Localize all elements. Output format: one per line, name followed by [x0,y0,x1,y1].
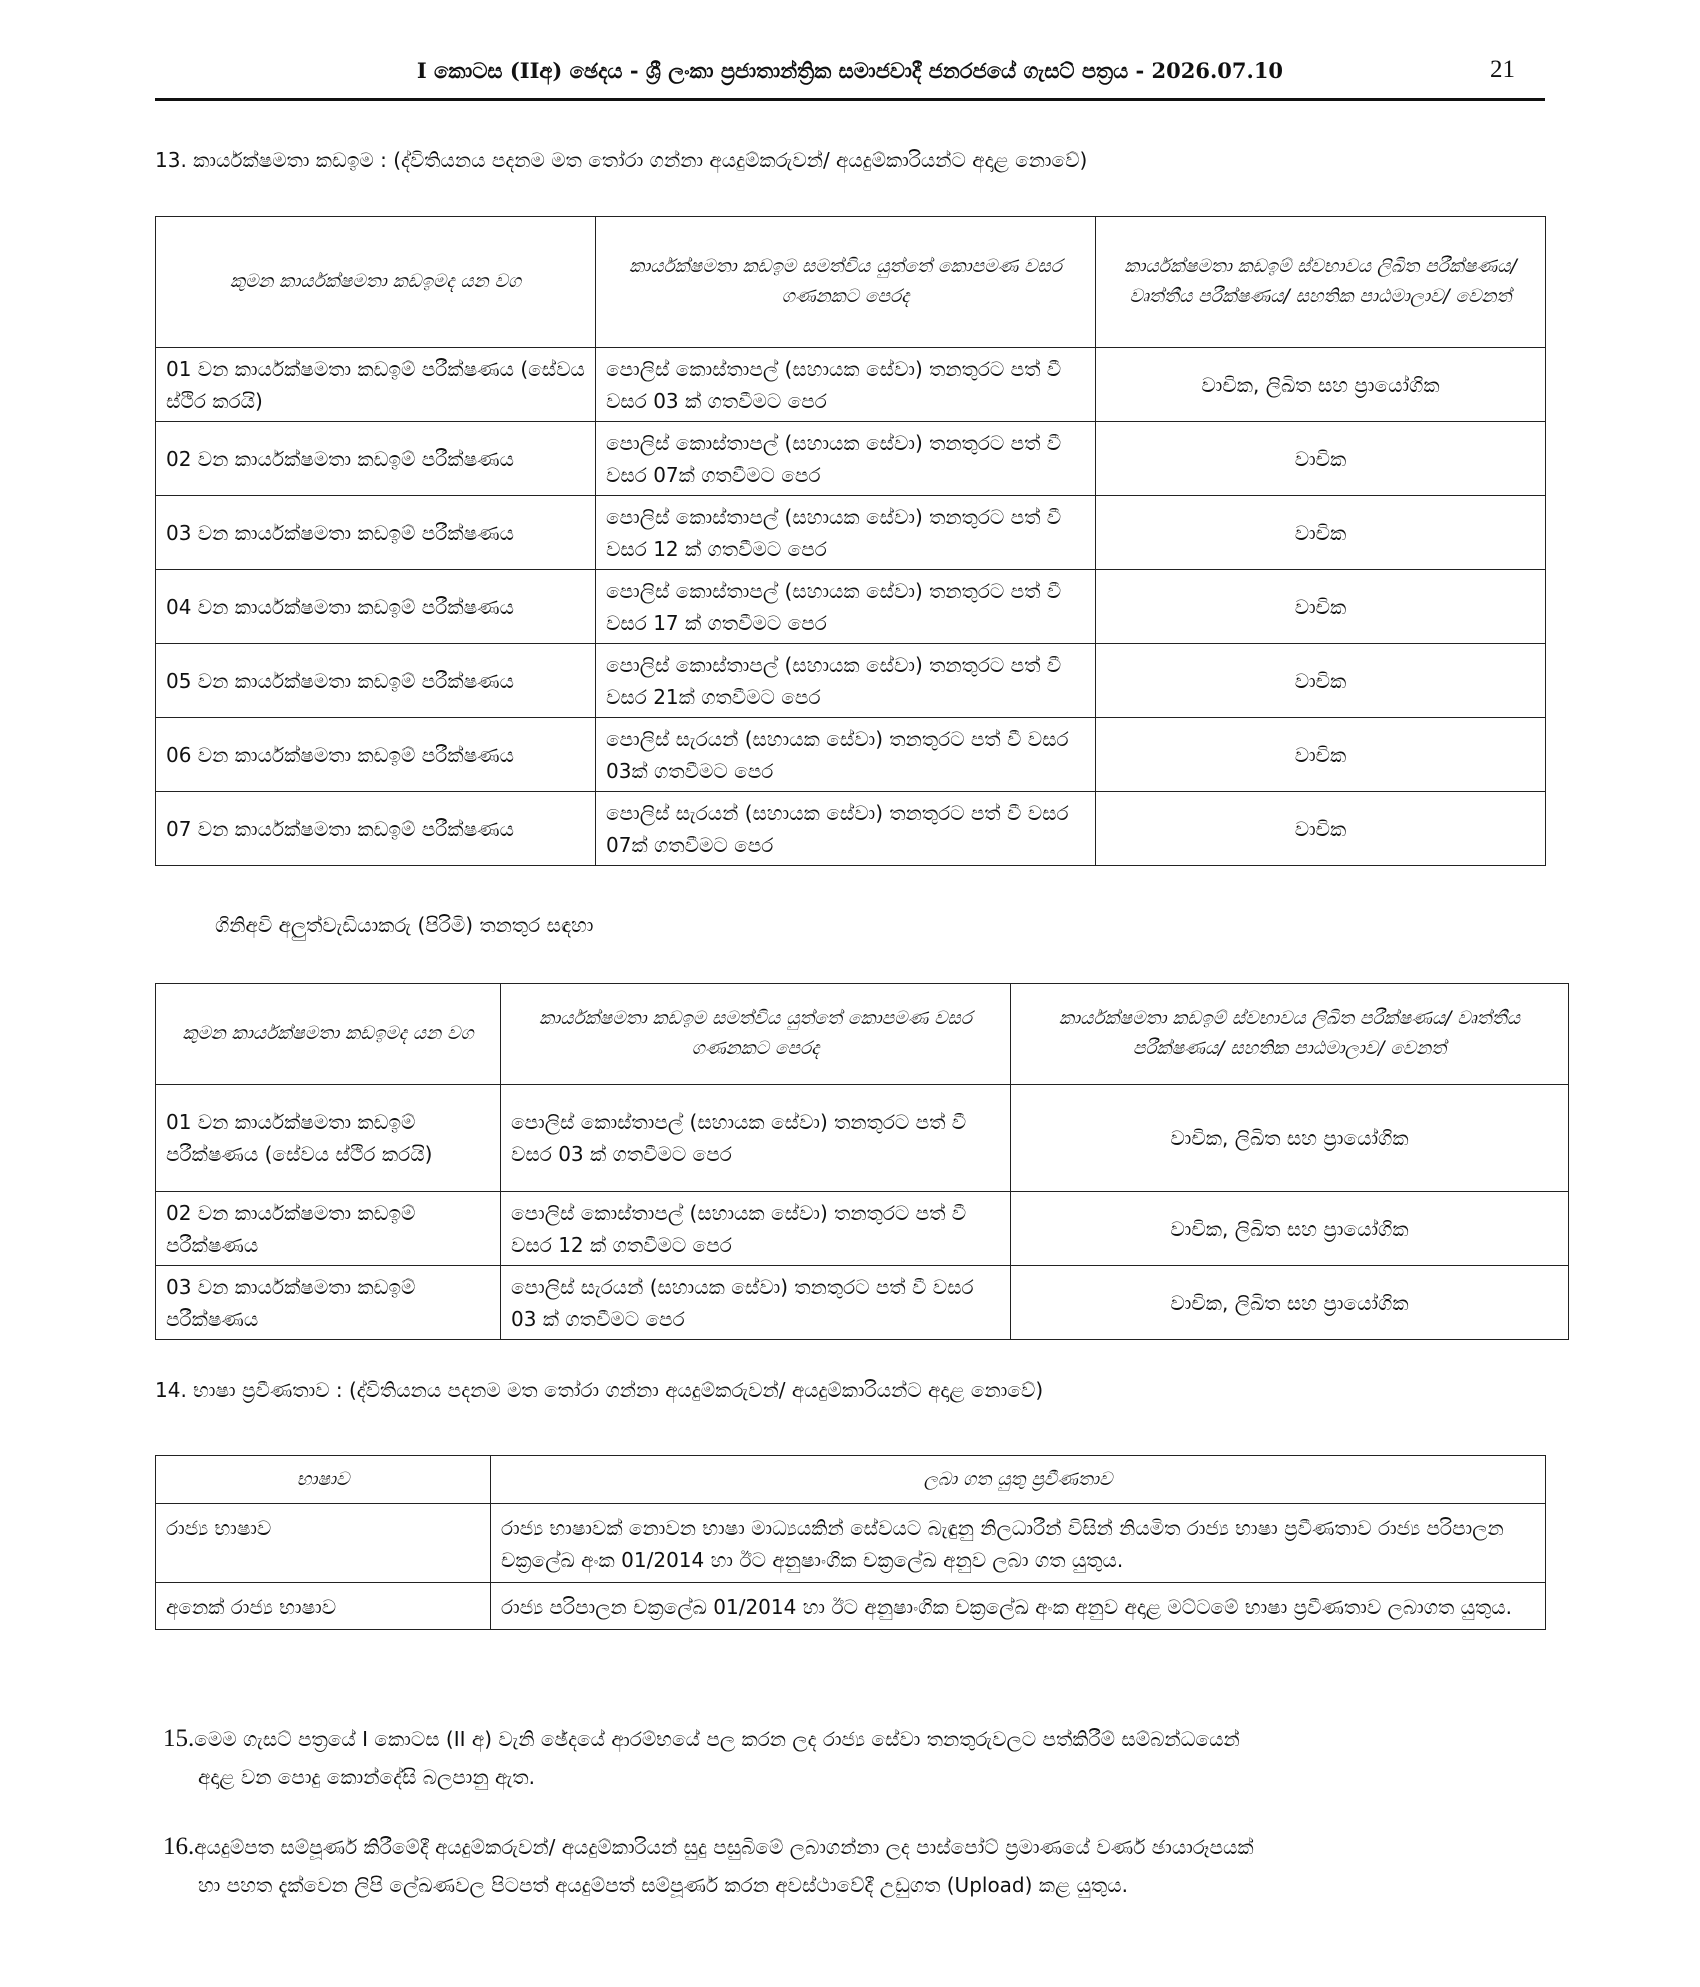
exam-name-cell: 04 වන කාර්යක්ෂමතා කඩඉම් පරීක්ෂණය [156,570,596,644]
efficiency-bar-table [155,216,1546,866]
exam-name-cell: 02 වන කාර්යක්ෂමතා කඩඉම් පරීක්ෂණය [156,1192,501,1266]
column-header: කාර්යක්ෂමතා කඩඉම සමත්විය යුත්තේ කොපමණ වසර ගණනකට පෙරද [501,984,1011,1085]
paragraph-number: 16. [163,1833,195,1860]
column-header: ලබා ගත යුතු ප්‍රවීණතාව [491,1456,1546,1504]
column-header: කාර්යක්ෂමතා කඩඉම් ස්වභාවය ලිඛිත පරීක්ෂණය/ වෘත්තීය පරීක්ෂණය/ සහතික පාඨමාලාව/ වෙනත් [1011,984,1569,1085]
proficiency-cell: රාජ්‍ය භාෂාවක් නොවන භාෂා මාධ්‍යයකින් සේවයට බැඳුනු නිලධාරීන් විසින් නියමිත රාජ්‍ය භාෂා ප්‍රවීණතාව රාජ්‍ය පරිපාලන චක්‍රලේඛ අංක 01/2014 හා ඊට අනුෂාංගික චක්‍රලේඛ අනුව ලබා ගත යුතුය. [491,1504,1546,1583]
table-header-row [156,1456,1546,1504]
exam-name-cell: 05 වන කාර්යක්ෂමතා කඩඉම් පරීක්ෂණය [156,644,596,718]
paragraph-line: මෙම ගැසට් පත්‍රයේ I කොටස (II අ) වැනි ඡේදයේ ආරම්භයේ පල කරන ලද රාජ්‍ය සේවා තනතුරුවලට පත්කිරීම් සම්බන්ධයෙන් [194,1727,1240,1751]
deadline-cell: පොලිස් කොස්තාපල් (සහායක සේවා) තනතුරට පත් වී වසර 12 ක් ගතවීමට පෙර [501,1192,1011,1266]
exam-nature-cell: වාචික [1096,644,1546,718]
deadline-cell: පොලිස් කොස්තාපල් (සහායක සේවා) තනතුරට පත් වී වසර 07ක් ගතවීමට පෙර [596,422,1096,496]
exam-nature-cell: වාචික, ලිඛිත සහ ප්‍රායෝගික [1011,1085,1569,1192]
column-header: භාෂාව [156,1456,491,1504]
language-cell: අනෙක් රාජ්‍ය භාෂාව [156,1583,491,1630]
exam-nature-cell: වාචික [1096,496,1546,570]
firearm-repairer-efficiency-table [155,983,1569,1340]
paragraph-16 [163,1828,1543,1904]
table-row [156,422,1546,496]
exam-nature-cell: වාචික, ලිඛිත සහ ප්‍රායෝගික [1011,1192,1569,1266]
exam-nature-cell: වාචික [1096,718,1546,792]
deadline-cell: පොලිස් සැරයන් (සහායක සේවා) තනතුරට පත් වී වසර 03 ක් ගතවීමට පෙර [501,1266,1011,1340]
exam-nature-cell: වාචික [1096,422,1546,496]
table-row [156,1266,1569,1340]
table-row [156,792,1546,866]
exam-nature-cell: වාචික [1096,792,1546,866]
deadline-cell: පොලිස් සැරයන් (සහායක සේවා) තනතුරට පත් වී වසර 03ක් ගතවීමට පෙර [596,718,1096,792]
table-row [156,644,1546,718]
exam-name-cell: 01 වන කාර්යක්ෂමතා කඩඉම් පරීක්ෂණය (සේවය ස්ථිර කරයි) [156,348,596,422]
paragraph-line: හා පහත දැක්වෙන ලිපි ලේඛණවල පිටපත් අයදුම්පත් සම්පූර්ණ කරන අවස්ථාවේදී උඩුගත (Upload) කළ යුතුය. [198,1873,1129,1897]
deadline-cell: පොලිස් කොස්තාපල් (සහායක සේවා) තනතුරට පත් වී වසර 17 ක් ගතවීමට පෙර [596,570,1096,644]
table-row [156,718,1546,792]
proficiency-cell: රාජ්‍ය පරිපාලන චක්‍රලේඛ 01/2014 හා ඊට අනුෂාංගික චක්‍රලේඛ අංක අනුව අදාළ මට්ටමේ භාෂා ප්‍රවීණතාව ලබාගත යුතුය. [491,1583,1546,1630]
page-number: 21 [1490,56,1515,83]
exam-nature-cell: වාචික, ලිඛිත සහ ප්‍රායෝගික [1096,348,1546,422]
deadline-cell: පොලිස් කොස්තාපල් (සහායක සේවා) තනතුරට පත් වී වසර 12 ක් ගතවීමට පෙර [596,496,1096,570]
exam-nature-cell: වාචික [1096,570,1546,644]
column-header: කාර්යක්ෂමතා කඩඉම් ස්වභාවය ලිඛිත පරීක්ෂණය/ වෘත්තීය පරීක්ෂණය/ සහතික පාඨමාලාව/ වෙනත් [1096,217,1546,348]
exam-name-cell: 06 වන කාර්යක්ෂමතා කඩඉම් පරීක්ෂණය [156,718,596,792]
deadline-cell: පොලිස් කොස්තාපල් (සහායක සේවා) තනතුරට පත් වී වසර 03 ක් ගතවීමට පෙර [596,348,1096,422]
table-row [156,348,1546,422]
firearm-repairer-heading: ගිනිඅවි අලුත්වැඩියාකරු (පිරිමි) තනතුර සඳහා [215,913,594,937]
deadline-cell: පොලිස් කොස්තාපල් (සහායක සේවා) තනතුරට පත් වී වසර 21ක් ගතවීමට පෙර [596,644,1096,718]
paragraph-number: 15. [163,1725,195,1752]
language-cell: රාජ්‍ය භාෂාව [156,1504,491,1583]
page-header [155,52,1545,101]
header-title: I කොටස (IIඅ) ඡෙදය - ශ්‍රී ලංකා ප්‍රජාතාන්ත්‍රික සමාජවාදී ජනරජයේ ගැසට් පත්‍රය - 2026.07.10 [416,58,1284,83]
section-14-heading: 14. භාෂා ප්‍රවීණතාව : (ද්විතියනය පදනම මත තෝරා ගන්නා අයදුම්කරුවන්/ අයදුම්කාරියන්ට අදාළ නොවේ) [155,1378,1044,1402]
section-13-heading: 13. කාර්යක්ෂමතා කඩඉම : (ද්විතියනය පදනම මත තෝරා ගන්නා අයදුම්කරුවන්/ අයදුම්කාරියන්ට අදාළ නොවේ) [155,148,1088,172]
table-header-row [156,217,1546,348]
exam-name-cell: 01 වන කාර්යක්ෂමතා කඩඉම් පරීක්ෂණය (සේවය ස්ථිර කරයි) [156,1085,501,1192]
paragraph-line: අයදුම්පත සම්පූර්ණ කිරීමේදී අයදුම්කරුවන්/ අයදුම්කාරියන් සුදු පසුබිමේ ලබාගන්නා ලද පාස්පෝට් ප්‍රමාණයේ වර්ණ ඡායාරූපයක් [194,1835,1254,1859]
deadline-cell: පොලිස් සැරයන් (සහායක සේවා) තනතුරට පත් වී වසර 07ක් ගතවීමට පෙර [596,792,1096,866]
language-proficiency-table [155,1455,1546,1630]
exam-name-cell: 07 වන කාර්යක්ෂමතා කඩඉම් පරීක්ෂණය [156,792,596,866]
exam-nature-cell: වාචික, ලිඛිත සහ ප්‍රායෝගික [1011,1266,1569,1340]
table-row [156,1504,1546,1583]
deadline-cell: පොලිස් කොස්තාපල් (සහායක සේවා) තනතුරට පත් වී වසර 03 ක් ගතවීමට පෙර [501,1085,1011,1192]
table-row [156,1583,1546,1630]
column-header: කාර්යක්ෂමතා කඩඉම සමත්විය යුත්තේ කොපමණ වසර ගණනකට පෙරද [596,217,1096,348]
table-header-row [156,984,1569,1085]
table-row [156,570,1546,644]
paragraph-line: අදාළ වන පොදු කොන්දේසි බලපානු ඇත. [198,1765,535,1789]
table-row [156,1192,1569,1266]
table-row [156,1085,1569,1192]
exam-name-cell: 03 වන කාර්යක්ෂමතා කඩඉම් පරීක්ෂණය [156,1266,501,1340]
table-row [156,496,1546,570]
column-header: කුමන කාර්යක්ෂමතා කඩඉමද යන වග [156,217,596,348]
exam-name-cell: 03 වන කාර්යක්ෂමතා කඩඉම් පරීක්ෂණය [156,496,596,570]
exam-name-cell: 02 වන කාර්යක්ෂමතා කඩඉම් පරීක්ෂණය [156,422,596,496]
paragraph-15 [163,1720,1543,1796]
column-header: කුමන කාර්යක්ෂමතා කඩඉමද යන වග [156,984,501,1085]
